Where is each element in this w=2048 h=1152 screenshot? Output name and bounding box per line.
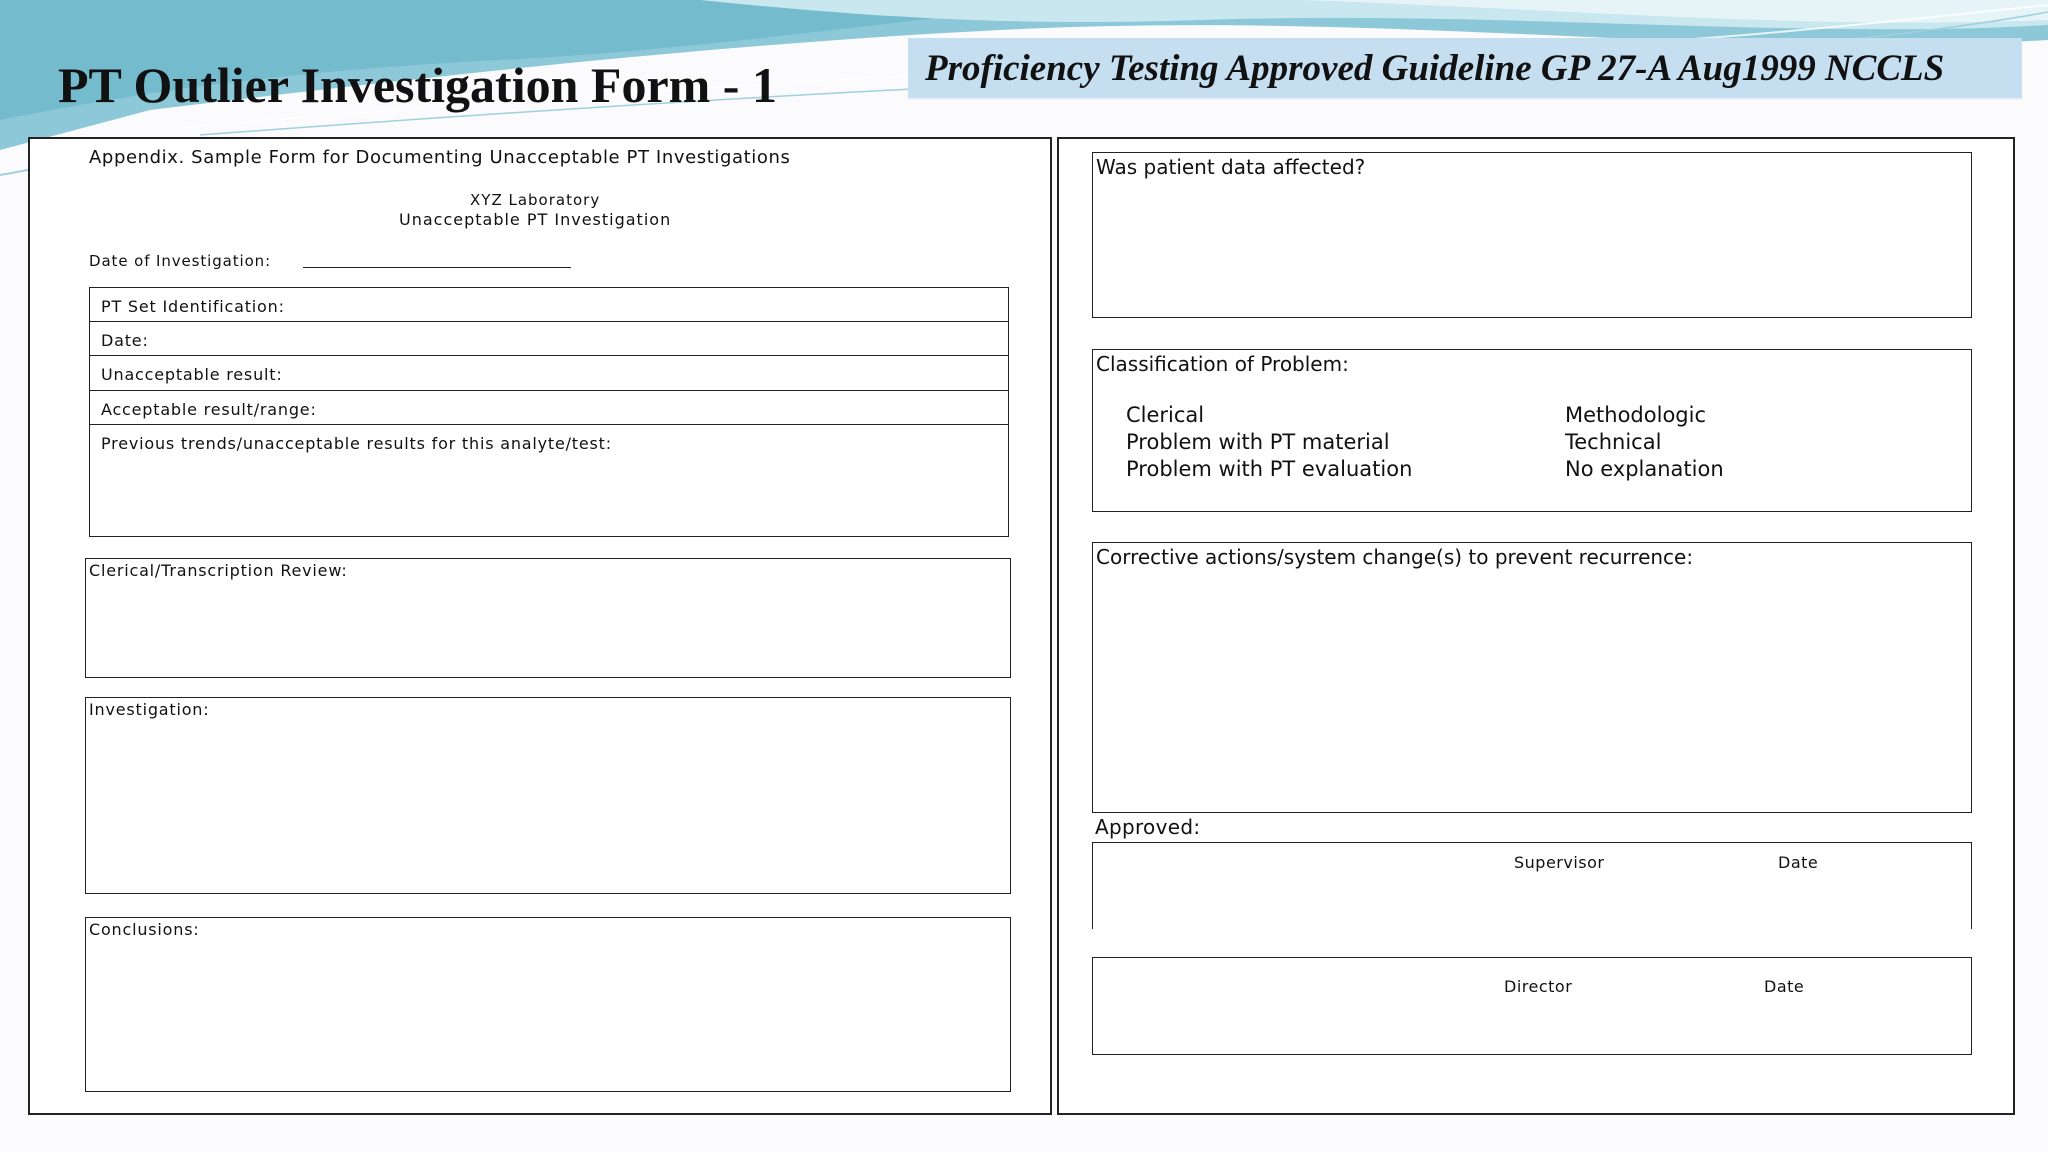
guideline-banner: Proficiency Testing Approved Guideline GP 27-A Aug1999 NCCLS (908, 38, 2022, 100)
clerical-review-label: Clerical/Transcription Review: (89, 561, 348, 580)
director-date-label: Date (1764, 977, 1805, 996)
table-row[interactable] (90, 322, 1008, 356)
supervisor-date-label: Date (1778, 853, 1819, 872)
right-form-panel (1057, 137, 2015, 1115)
pt-info-table (89, 287, 1009, 537)
date-of-investigation-label: Date of Investigation: (89, 252, 272, 270)
option-technical[interactable]: Technical (1565, 430, 1662, 454)
option-clerical[interactable]: Clerical (1126, 403, 1205, 427)
lab-name: XYZ Laboratory (470, 191, 601, 209)
option-pt-material[interactable]: Problem with PT material (1126, 430, 1390, 454)
row-label: Unacceptable result: (101, 365, 283, 384)
row-label: PT Set Identification: (101, 297, 285, 316)
option-pt-evaluation[interactable]: Problem with PT evaluation (1126, 457, 1413, 481)
option-no-explanation[interactable]: No explanation (1565, 457, 1724, 481)
row-label: Acceptable result/range: (101, 400, 317, 419)
clerical-review-box[interactable] (85, 558, 1011, 678)
classification-box (1092, 349, 1972, 512)
corrective-actions-label: Corrective actions/system change(s) to prevent recurrence: (1096, 545, 1694, 569)
row-label: Previous trends/unacceptable results for this analyte/test: (101, 434, 612, 453)
option-methodologic[interactable]: Methodologic (1565, 403, 1707, 427)
conclusions-label: Conclusions: (89, 920, 200, 939)
form-subtitle: Unacceptable PT Investigation (399, 210, 672, 229)
slide-title: PT Outlier Investigation Form - 1 (58, 57, 777, 113)
patient-data-label: Was patient data affected? (1096, 155, 1366, 179)
date-of-investigation-field[interactable] (303, 267, 571, 268)
table-row[interactable] (90, 356, 1008, 391)
appendix-heading: Appendix. Sample Form for Documenting Unacceptable PT Investigations (89, 147, 791, 168)
approved-label: Approved: (1095, 815, 1201, 839)
left-form-panel (28, 137, 1052, 1115)
supervisor-label: Supervisor (1514, 853, 1605, 872)
classification-label: Classification of Problem: (1096, 352, 1349, 376)
supervisor-signature-box[interactable] (1092, 842, 1972, 929)
conclusions-box[interactable] (85, 917, 1011, 1092)
table-row[interactable] (90, 425, 1008, 536)
row-label: Date: (101, 331, 149, 350)
director-label: Director (1504, 977, 1573, 996)
director-signature-box[interactable] (1092, 957, 1972, 1055)
corrective-actions-box[interactable] (1092, 542, 1972, 813)
table-row[interactable] (90, 391, 1008, 425)
investigation-label: Investigation: (89, 700, 210, 719)
patient-data-box[interactable] (1092, 152, 1972, 318)
investigation-box[interactable] (85, 697, 1011, 894)
table-row[interactable] (90, 288, 1008, 322)
